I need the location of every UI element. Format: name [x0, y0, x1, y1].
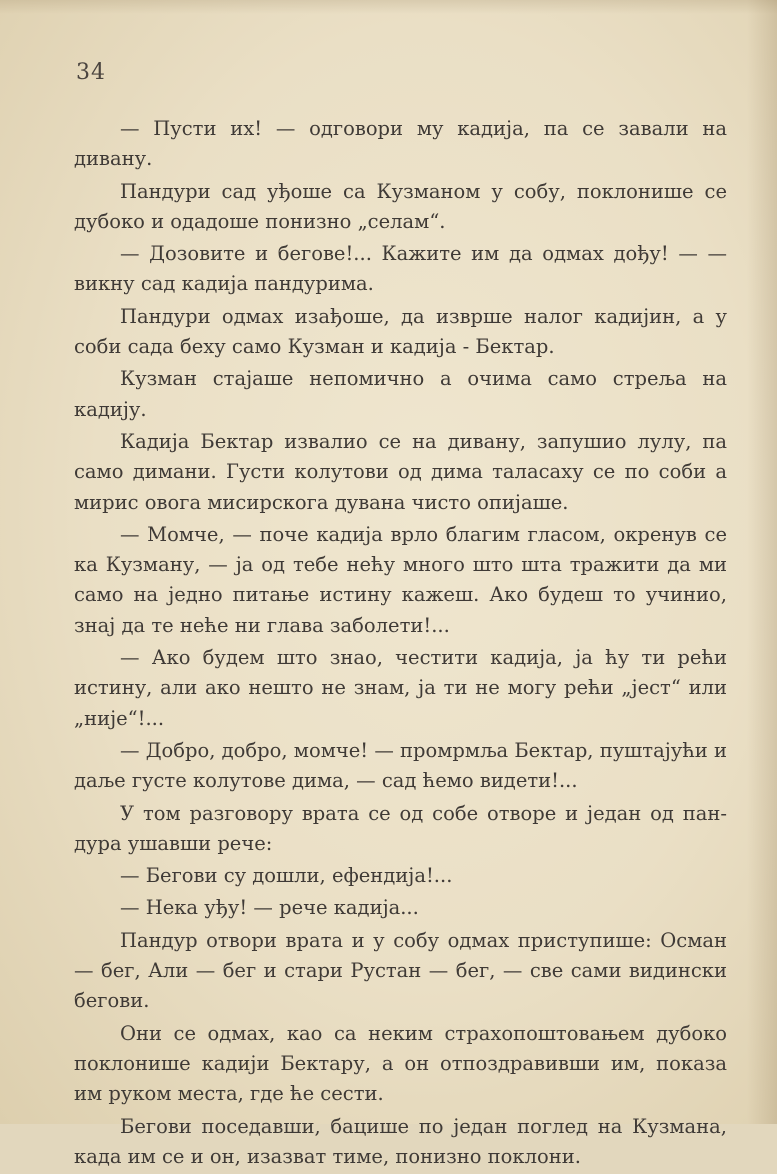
paragraph: Кадија Бектар извалио се на дивану, запушио лулу, па само димани. Густи колутови од дима таласаху се по соби а мирис овога мисирскога дувана чисто опијаше.	[74, 429, 727, 514]
paragraph: Они се одмах, као са неким страхопоштовањем дубоко поклонише кадији Бектару, а он отпоздравивши им, показа им руком места, где ће сести.	[74, 1021, 727, 1106]
paragraph: — Пусти их! — одговори му кадија, па се завали на дивану.	[74, 117, 727, 171]
paragraph: — Добро, добро, момче! — промрмља Бектар, пуштајући и даље густе колутове дима, — сад ћемо видети!...	[74, 738, 727, 793]
paragraph: Пандури одмах изађоше, да изврше налог кадијин, а у соби сада беху само Кузман и кадија - Бектар.	[74, 304, 727, 359]
paragraph: — Ако будем што знао, честити кадија, ја ћу ти рећи истину, али ако нешто не знам, ја ти не могу рећи „јест“ или „није“!...	[74, 646, 727, 730]
paragraph: Кузман стајаше непомично а очима само стреља на кадију.	[74, 367, 727, 421]
page-top-shadow	[0, 0, 777, 14]
paragraph: — Момче, — поче кадија врло благим гласом, окренув се ка Кузману, — ја од тебе нећу много што шта тражити да ми само на једно питање истину кажеш. Ако будеш то учинио, знај да те неће ни глава заболети!...	[74, 522, 727, 637]
paragraph: Пандури сад уђоше са Кузманом у собу, поклонише се дубоко и одадоше понизно „селам“.	[74, 179, 727, 233]
page-number: 34	[76, 60, 106, 85]
paragraph: — Дозовите и бегове!... Кажите им да одмах дођу! — — викну сад кадија пандурима.	[74, 242, 727, 296]
paragraph: — Бегови су дошли, ефендија!...	[120, 864, 453, 888]
paragraph: Бегови поседавши, бацише по један поглед на Кузмана, када им се и он, изазват тиме, понизно поклони.	[74, 1114, 727, 1168]
body-text	[74, 114, 727, 1174]
paragraph: — Нека уђу! — рече кадија...	[120, 896, 419, 920]
page-edge-shadow	[747, 0, 777, 1124]
paragraph: У том разговору врата се од собе отворе и један од пандура ушавши рече:	[74, 801, 727, 855]
paragraph: Пандур отвори врата и у собу одмах приступише: Осман — бег, Али — бег и стари Рустан — бег, — све сами видински бегови.	[74, 928, 727, 1013]
